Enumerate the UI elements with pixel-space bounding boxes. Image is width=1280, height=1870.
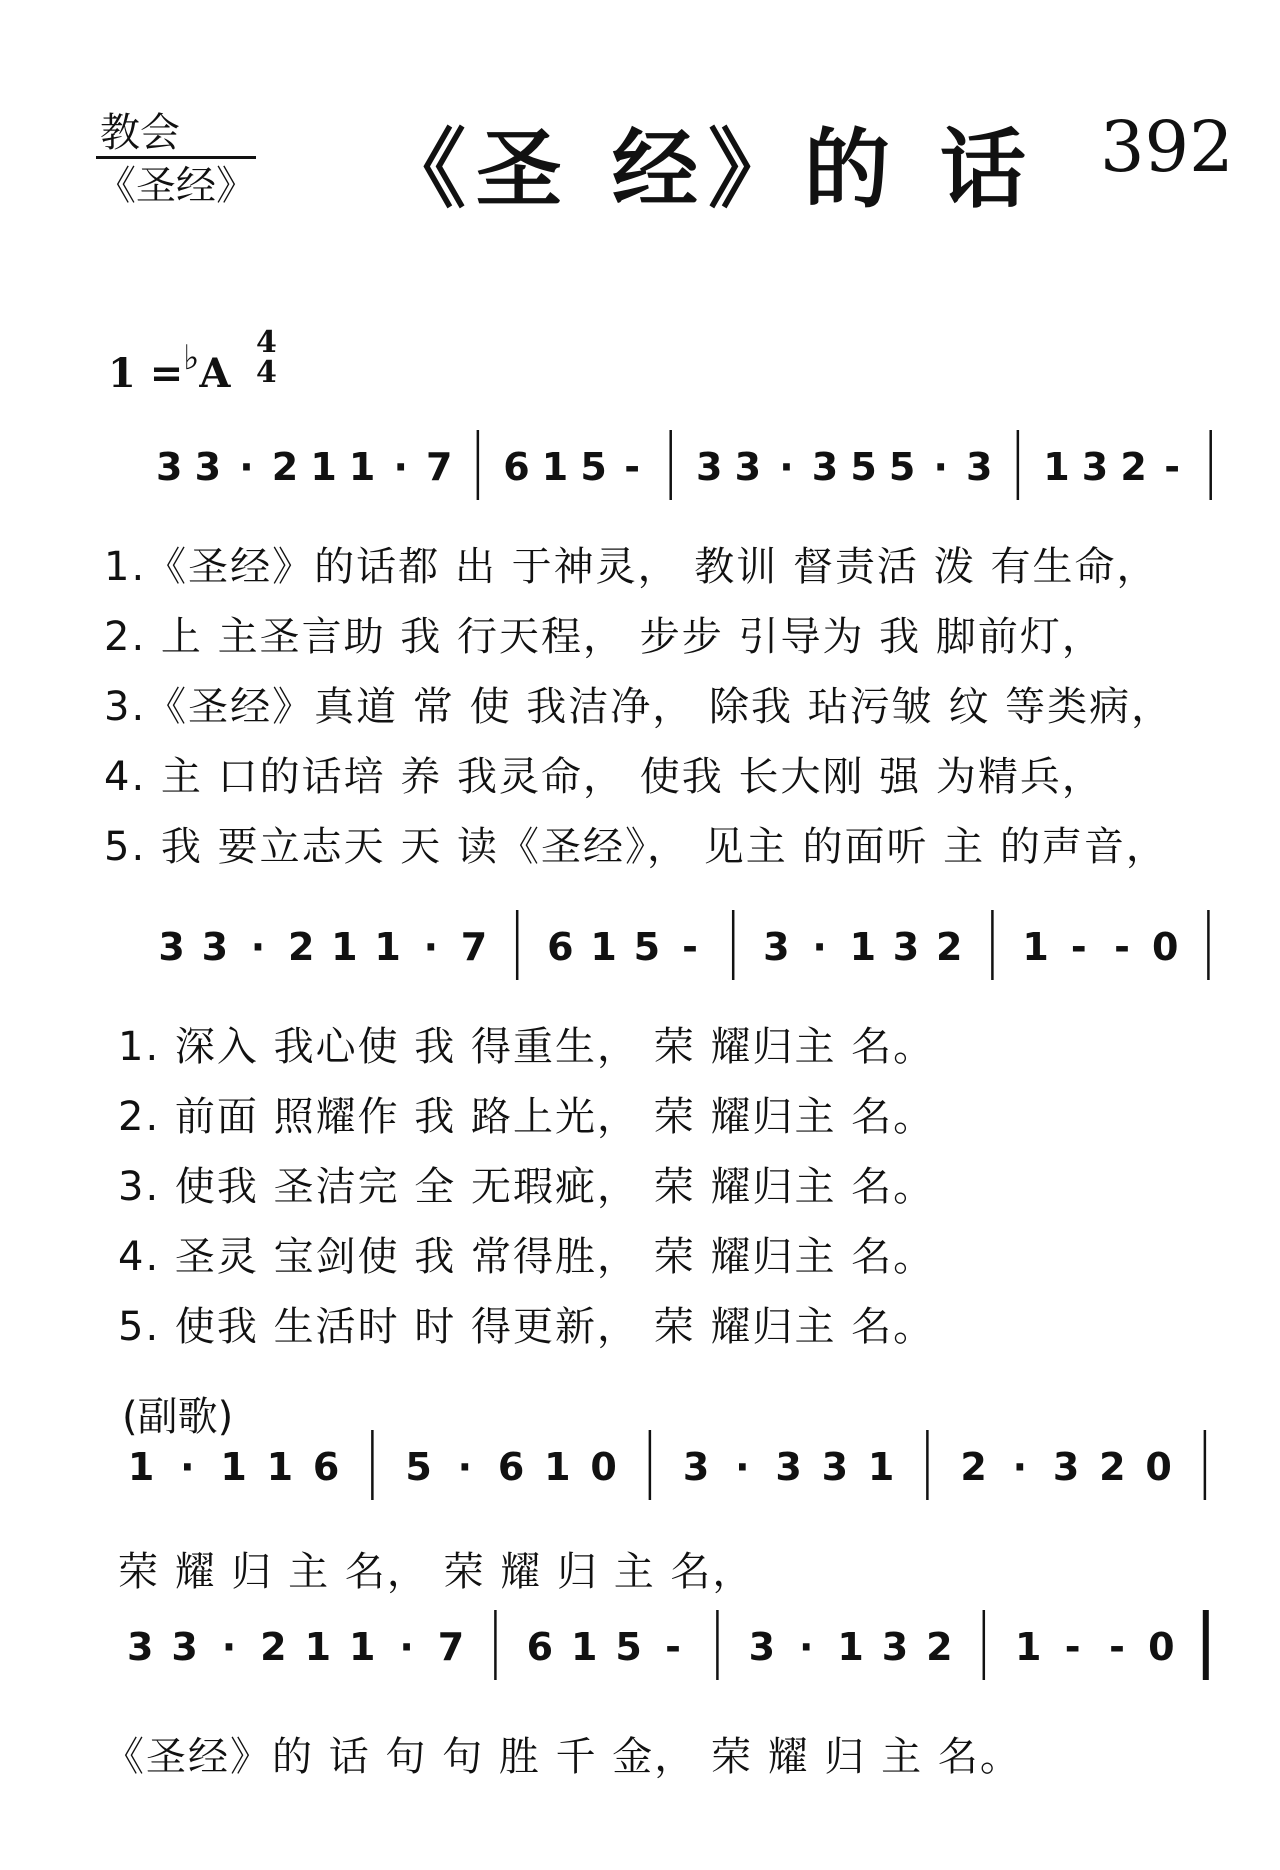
note: 1 <box>544 1445 571 1489</box>
dot-mark: · <box>457 1445 473 1489</box>
verse-3-line-2: 3. 使我 圣洁完 全 无瑕疵， 荣 耀归主 名。 <box>118 1164 936 1210</box>
note: 1 <box>867 1445 895 1489</box>
note: 2 <box>1099 1445 1126 1489</box>
note: 1 <box>220 1445 247 1489</box>
note: 1 <box>541 445 569 489</box>
dot-mark: · <box>933 445 948 489</box>
note: 6 <box>547 925 574 969</box>
dot-mark: · <box>779 445 794 489</box>
dash-mark: - <box>624 445 641 489</box>
note: 1 <box>304 1625 332 1669</box>
note: 1 <box>590 925 617 969</box>
dot-mark: · <box>393 445 408 489</box>
note: 1 <box>1022 925 1049 969</box>
dot-mark: · <box>735 1445 750 1489</box>
note: 3 <box>201 925 229 969</box>
dot-mark: · <box>399 1625 414 1669</box>
verse-4-line-1: 4. 主 口的话培 养 我灵命， 使我 长大刚 强 为精兵， <box>104 754 1104 800</box>
dot-mark: · <box>221 1625 237 1669</box>
note: 3 <box>194 445 222 489</box>
hymn-category <box>96 110 256 209</box>
verse-4-line-2: 4. 圣灵 宝剑使 我 常得胜， 荣 耀归主 名。 <box>118 1234 936 1280</box>
note: 0 <box>1145 1445 1172 1489</box>
verse-1-line-2: 1. 深入 我心使 我 得重生， 荣 耀归主 名。 <box>118 1024 936 1070</box>
note: 5 <box>405 1445 432 1489</box>
dot-mark: · <box>798 1625 814 1669</box>
note: 6 <box>503 445 530 489</box>
note: 2 <box>1120 445 1147 489</box>
verse-notation-line-1 <box>150 420 1250 520</box>
key-signature <box>108 338 230 397</box>
note: 3 <box>156 445 183 489</box>
verse-notation-line-2 <box>150 900 1250 1000</box>
dot-mark: · <box>423 925 439 969</box>
time-signature <box>256 325 277 390</box>
category-church: 教会 <box>96 110 256 159</box>
verse-2-line-1: 2. 上 主圣言助 我 行天程， 步步 引导为 我 脚前灯， <box>104 614 1104 660</box>
note: 3 <box>811 445 839 489</box>
dash-mark: - <box>1109 1625 1125 1669</box>
note: 1 <box>331 925 358 969</box>
dot-mark: · <box>1012 1445 1028 1489</box>
dot-mark: · <box>180 1445 195 1489</box>
chorus-notation-line-1 <box>118 1420 1248 1520</box>
note: 3 <box>1052 1445 1080 1489</box>
note: 5 <box>580 445 607 489</box>
time-top: 4 <box>256 325 277 360</box>
note: 3 <box>763 925 790 969</box>
note: 5 <box>888 445 916 489</box>
note: 6 <box>526 1625 554 1669</box>
note: 2 <box>287 925 315 969</box>
key-note: A <box>199 350 231 397</box>
note: 7 <box>437 1625 465 1669</box>
flat-sign-icon: ♭ <box>183 338 200 378</box>
verse-3-line-1: 3.《圣经》真道 常 使 我洁净， 除我 玷污皱 纹 等类病， <box>104 684 1174 730</box>
verse-1-line-1: 1.《圣经》的话都 出 于神灵， 教训 督责活 泼 有生命， <box>104 544 1159 590</box>
note: 3 <box>126 1625 154 1669</box>
note: 2 <box>926 1625 953 1669</box>
dot-mark: · <box>812 925 827 969</box>
time-bottom: 4 <box>256 355 277 390</box>
note: 1 <box>348 1625 376 1669</box>
note: 2 <box>271 445 299 489</box>
note: 0 <box>590 1445 617 1489</box>
note: 1 <box>1014 1625 1042 1669</box>
verse-2-line-2: 2. 前面 照耀作 我 路上光， 荣 耀归主 名。 <box>118 1094 936 1140</box>
note: 7 <box>426 445 453 489</box>
note: 6 <box>497 1445 525 1489</box>
hymn-number: 392 <box>1100 106 1234 188</box>
note: 1 <box>1043 445 1070 489</box>
hymn-title: 《圣 经》的 话 <box>380 120 1036 220</box>
dash-mark: - <box>1070 925 1087 969</box>
note: 1 <box>310 445 337 489</box>
chorus-label: (副歌) <box>122 1394 234 1440</box>
note: 0 <box>1148 1625 1175 1669</box>
dash-mark: - <box>1064 1625 1081 1669</box>
note: 3 <box>734 445 762 489</box>
note: 0 <box>1151 925 1179 969</box>
note: 2 <box>935 925 963 969</box>
note: 5 <box>633 925 661 969</box>
note: 1 <box>837 1625 864 1669</box>
note: 1 <box>127 1445 155 1489</box>
note: 1 <box>849 925 877 969</box>
note: 3 <box>892 925 920 969</box>
dot-mark: · <box>250 925 266 969</box>
verse-5-line-1: 5. 我 要立志天 天 读《圣经》， 见主 的面听 主 的声音， <box>104 824 1168 870</box>
chorus-lyrics-line-1: 荣 耀 归 主 名， 荣 耀 归 主 名， <box>118 1549 755 1595</box>
note: 3 <box>966 445 993 489</box>
note: 6 <box>312 1445 340 1489</box>
dash-mark: - <box>1164 445 1181 489</box>
chorus-lyrics-line-2: 《圣经》的 话 句 句 胜 千 金， 荣 耀 归 主 名。 <box>104 1734 1022 1780</box>
note: 7 <box>460 925 488 969</box>
note: 3 <box>775 1445 802 1489</box>
note: 3 <box>1081 445 1109 489</box>
verse-5-line-2: 5. 使我 生活时 时 得更新， 荣 耀归主 名。 <box>118 1304 936 1350</box>
note: 3 <box>696 445 723 489</box>
note: 5 <box>615 1625 642 1669</box>
dot-mark: · <box>239 445 254 489</box>
chorus-notation-line-2 <box>118 1600 1248 1700</box>
dash-mark: - <box>1114 925 1130 969</box>
note: 3 <box>881 1625 909 1669</box>
note: 1 <box>570 1625 598 1669</box>
key-prefix: 1 = <box>108 350 184 397</box>
dash-mark: - <box>665 1625 681 1669</box>
note: 3 <box>682 1445 710 1489</box>
note: 3 <box>748 1625 776 1669</box>
note: 3 <box>821 1445 849 1489</box>
note: 1 <box>266 1445 294 1489</box>
note: 1 <box>374 925 401 969</box>
note: 3 <box>171 1625 198 1669</box>
note: 1 <box>348 445 376 489</box>
note: 5 <box>850 445 877 489</box>
category-bible: 《圣经》 <box>96 163 256 209</box>
note: 2 <box>260 1625 287 1669</box>
note: 2 <box>960 1445 987 1489</box>
dash-mark: - <box>682 925 698 969</box>
note: 3 <box>158 925 185 969</box>
